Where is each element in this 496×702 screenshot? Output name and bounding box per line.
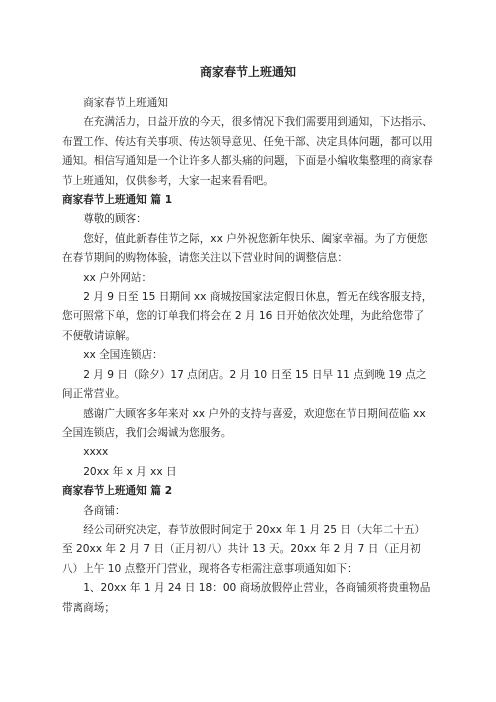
- intro-paragraph: 在充满活力，日益开放的今天，很多情况下我们需要用到通知，下达指示、布置工作、传达有关事项、传达领导意见、任免干部、决定具体问题，都可以用通知。相信写通知是一个让许多人都头痛的问题，下面是小编收集整理的商家春节上班通知，仅供参考，大家一起来看看吧。: [62, 116, 433, 187]
- section1-paragraph-4: 感谢广大顾客多年来对 xx 户外的支持与喜爱，欢迎您在节日期间莅临 xx 全国连锁店，我们会竭诚为您服务。: [62, 407, 426, 439]
- section1-paragraph-3: 2 月 9 日（除夕）17 点闭店。2 月 10 日至 15 日早 11 点到晚 19 点之间正常营业。: [62, 368, 427, 401]
- section1-date: 20xx 年 x 月 xx 日: [83, 465, 177, 478]
- section1-store-website: xx 户外网站：: [83, 271, 153, 284]
- section1-paragraph-1: 您好，值此新春佳节之际，xx 户外祝您新年快乐、阖家幸福。为了方便您在春节期间的购物体验，请您关注以下营业时间的调整信息：: [62, 232, 428, 265]
- section1-paragraph-2: 2 月 9 日至 15 日期间 xx 商城按国家法定假日休息，暂无在线客服支持，您可照常下单，您的订单我们将会在 2 月 16 日开始依次处理，为此给您带了不便敬请谅解。: [62, 291, 433, 342]
- section1-signature: xxxx: [83, 446, 109, 459]
- section2-item-1: 1、20xx 年 1 月 24 日 18：00 商场放假停止营业，各商铺须将贵重物品带离商场；: [62, 582, 431, 614]
- section2-greeting: 各商铺：: [83, 504, 126, 517]
- document-body: [62, 94, 434, 618]
- section1-heading: 商家春节上班通知 篇 1: [62, 194, 173, 207]
- section2-paragraph-1: 经公司研究决定，春节放假时间定于 20xx 年 1 月 25 日（大年二十五）至 20xx 年 2 月 7 日（正月初八）共计 13 天。20xx 年 2 月 7 日（正月初八）上午 10 点整开门营业，现将各专柜需注意事项通知如下：: [62, 523, 426, 575]
- section1-greeting: 尊敬的顾客：: [83, 213, 147, 226]
- section1-store-chain: xx 全国连锁店：: [83, 349, 163, 362]
- intro-line: 商家春节上班通知: [83, 97, 168, 109]
- document-title: 商家春节上班通知: [199, 65, 296, 79]
- section2-heading: 商家春节上班通知 篇 2: [62, 485, 173, 498]
